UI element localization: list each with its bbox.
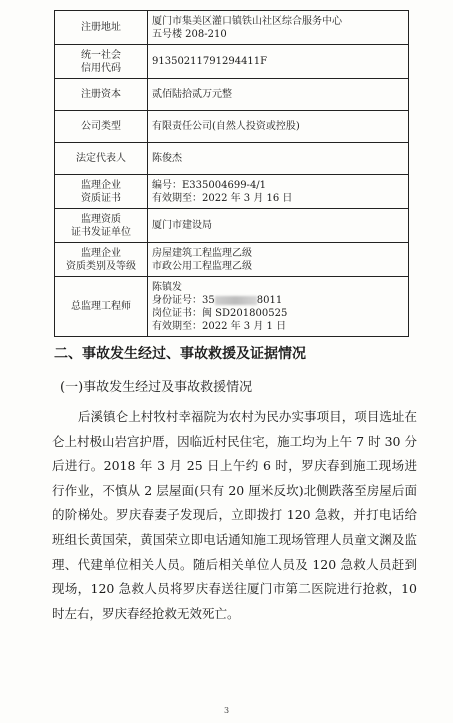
row-key: 统一社会 信用代码 (55, 45, 148, 79)
table-row (55, 45, 409, 79)
table-row (55, 175, 409, 209)
section-heading: 二、事故发生经过、事故救援及证据情况 (54, 346, 306, 362)
table-row (55, 243, 409, 277)
row-value: 陈镇发 身份证号：35 8011 岗位证书：闽 SD201800525 有效期至：2022 年 3 月 1 日 (148, 277, 409, 337)
company-info-table (54, 10, 409, 337)
table-row (55, 111, 409, 143)
row-value: 厦门市建设局 (148, 209, 409, 243)
row-key: 监理企业 资质类别及等级 (55, 243, 148, 277)
table-row (55, 143, 409, 175)
page-number: 3 (223, 706, 230, 715)
table-row (55, 11, 409, 45)
row-value: 编号：E335004699-4/1 有效期至：2022 年 3 月 16 日 (148, 175, 409, 209)
row-value: 贰佰陆拾贰万元整 (148, 79, 409, 111)
row-key: 公司类型 (55, 111, 148, 143)
row-value: 房屋建筑工程监理乙级 市政公用工程监理乙级 (148, 243, 409, 277)
row-value: 厦门市集美区灌口镇铁山社区综合服务中心 五号楼 208-210 (148, 11, 409, 45)
row-key: 注册资本 (55, 79, 148, 111)
row-value: 91350211791294411F (148, 45, 409, 79)
row-key: 注册地址 (55, 11, 148, 45)
table-row (55, 209, 409, 243)
row-key: 监理企业 资质证书 (55, 175, 148, 209)
sub-heading: (一)事故发生经过及事故救援情况 (60, 380, 253, 395)
row-value: 陈俊杰 (148, 143, 409, 175)
row-value: 有限责任公司(自然人投资或控股) (148, 111, 409, 143)
redacted-blur (215, 296, 257, 305)
id-number-line: 身份证号：35 8011 (152, 294, 283, 306)
row-key: 监理资质 证书发证单位 (55, 209, 148, 243)
row-key: 法定代表人 (55, 143, 148, 175)
row-key: 总监理工程师 (55, 277, 148, 337)
table-row (55, 277, 409, 337)
table-row (55, 79, 409, 111)
body-paragraph: 后溪镇仑上村牧村幸福院为农村为民办实事项目，项目选址在仑上村极山岩宫护厝，因临近村民住宅，施工均为上午 7 时 30 分后进行。2018 年 3 月 25 日上午约 6 时，罗庆春到施工现场进行作业，不慎从 2 层屋面(只有 20 厘米反坎)北侧跌落至房屋后面的阶梯处。罗庆春妻子发现后，立即拨打 120 急救，并打电话给班组长黄国荣，黄国荣立即电话通知施工现场管理人员童文渊及监理、代建单位相关人员。随后相关单位人员及 120 急救人员赶到现场，120 急救人员将罗庆春送往厦门市第二医院进行抢救，10 时左右，罗庆春经抢救无效死亡。 (52, 409, 417, 621)
